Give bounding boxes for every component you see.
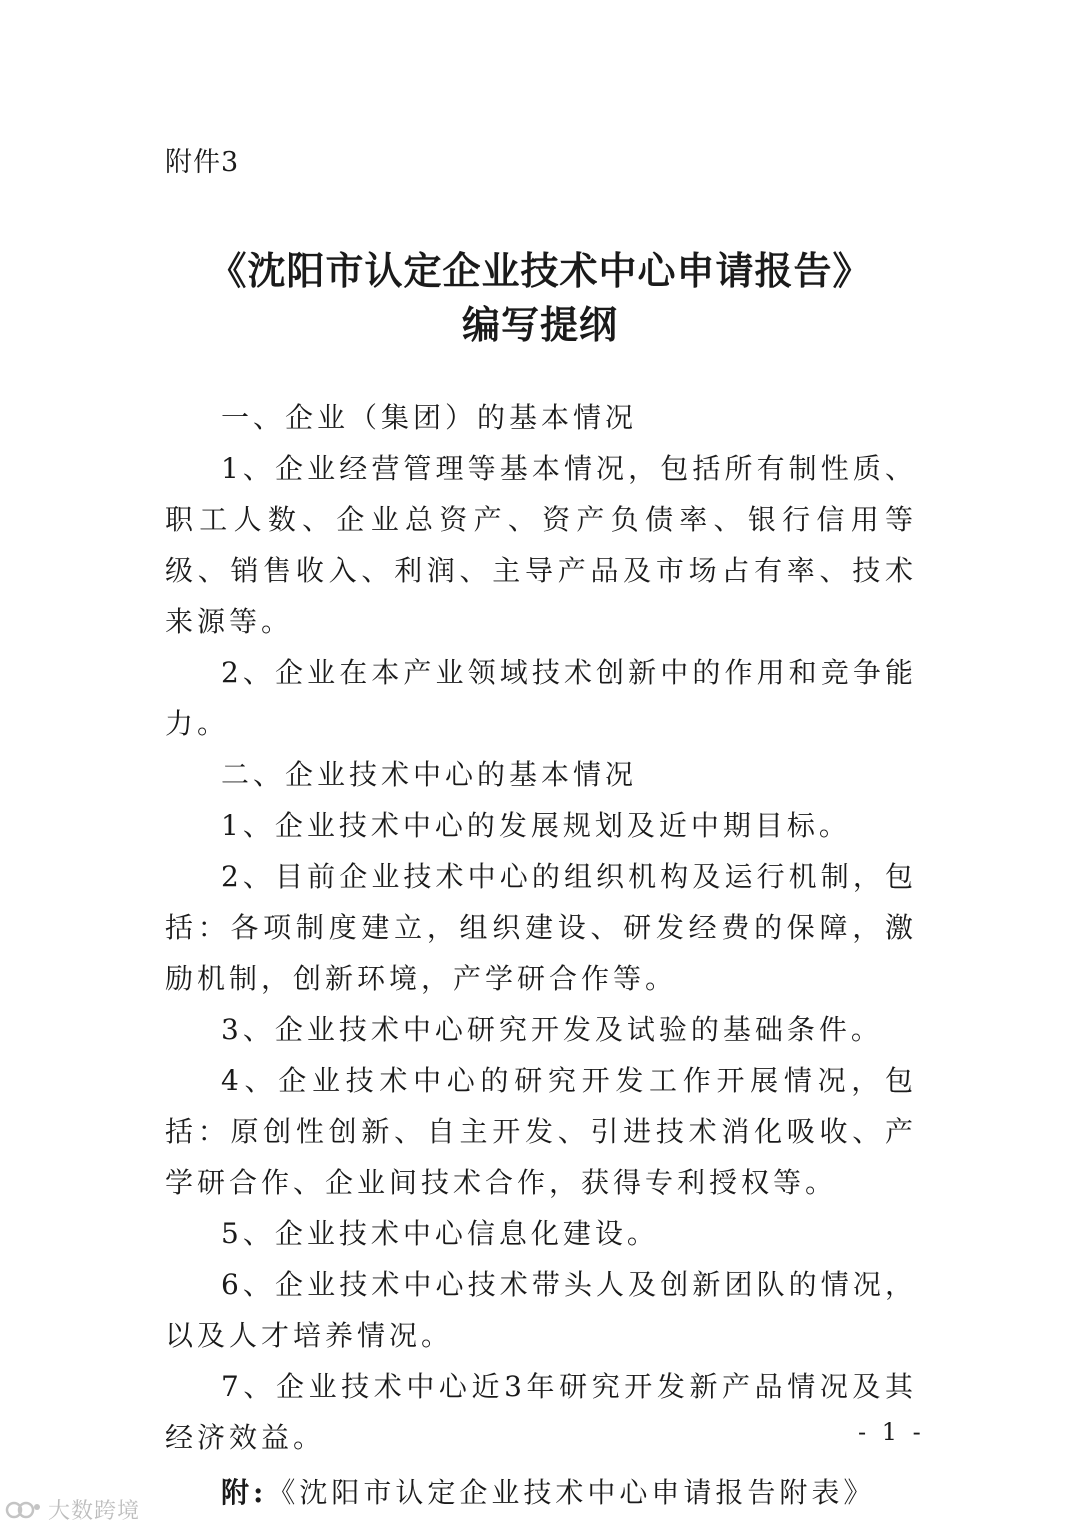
section-heading-2: 二、企业技术中心的基本情况	[221, 758, 638, 791]
paragraph-2-5: 5、企业技术中心信息化建设。	[221, 1217, 659, 1250]
watermark	[4, 1494, 140, 1525]
appendix-label: 附:	[221, 1476, 268, 1509]
paragraph-2-3: 3、企业技术中心研究开发及试验的基础条件。	[221, 1013, 883, 1046]
paragraph-2-4: 4、企业技术中心的研究开发工作开展情况，包括：原创性创新、自主开发、引进技术消化吸收、产学研合作、企业间技术合作，获得专利授权等。	[165, 1064, 917, 1199]
section-heading-1: 一、企业（集团）的基本情况	[221, 401, 638, 434]
paragraph-2-6: 6、企业技术中心技术带头人及创新团队的情况，以及人才培养情况。	[165, 1268, 917, 1352]
paragraph-2-7: 7、企业技术中心近3年研究开发新产品情况及其经济效益。	[165, 1370, 917, 1454]
document-body	[165, 392, 917, 1518]
attachment-label: 附件3	[165, 147, 240, 178]
paragraph-1-2: 2、企业在本产业领域技术创新中的作用和竞争能力。	[165, 656, 917, 740]
watermark-text: 大数跨境	[48, 1499, 141, 1524]
appendix-line	[165, 1467, 917, 1518]
document-title: 《沈阳市认定企业技术中心申请报告》	[208, 249, 872, 293]
paragraph-1-1: 1、企业经营管理等基本情况，包括所有制性质、职工人数、企业总资产、资产负债率、银行信用等级、销售收入、利润、主导产品及市场占有率、技术来源等。	[165, 452, 917, 638]
watermark-logo-icon	[4, 1498, 44, 1522]
appendix-text: 《沈阳市认定企业技术中心申请报告附表》	[267, 1476, 876, 1509]
document-subtitle: 编写提纲	[461, 303, 618, 347]
paragraph-2-1: 1、企业技术中心的发展规划及近中期目标。	[221, 809, 851, 842]
paragraph-2-2: 2、目前企业技术中心的组织机构及运行机制，包括：各项制度建立，组织建设、研发经费的保障，激励机制，创新环境，产学研合作等。	[165, 860, 917, 995]
page-number: - 1 -	[858, 1418, 925, 1446]
